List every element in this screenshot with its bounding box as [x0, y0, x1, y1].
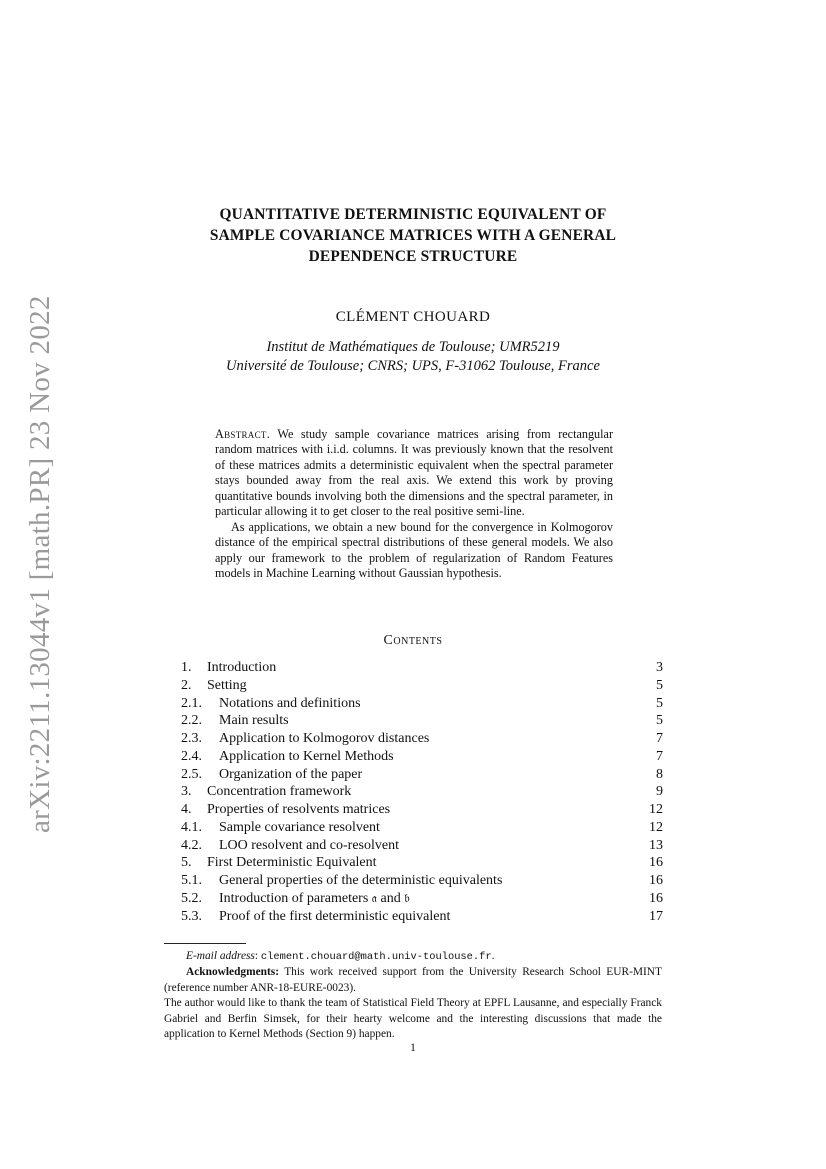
email-address[interactable]: clement.chouard@math.univ-toulouse.fr [260, 951, 492, 963]
toc-entry-label [181, 783, 351, 801]
math-symbol-a: 𝔞 [371, 890, 378, 905]
toc-entry[interactable] [181, 837, 663, 855]
toc-entry-page: 9 [656, 784, 663, 800]
toc-entry-title: LOO resolvent and co-resolvent [219, 837, 399, 853]
email-label: E-mail address [186, 950, 255, 962]
toc-entry-label [181, 854, 377, 872]
toc-entry[interactable] [181, 659, 663, 677]
toc-entry-number: 4.2. [181, 837, 202, 853]
affiliation-line-2: Université de Toulouse; CNRS; UPS, F-31062 Toulouse, France [226, 358, 600, 374]
affiliation-line-1: Institut de Mathématiques de Toulouse; UMR5219 [266, 339, 560, 355]
toc-entry-number: 2.2. [181, 713, 202, 729]
table-of-contents [181, 659, 663, 925]
abstract-heading: Abstract. [215, 427, 271, 441]
toc-entry-title: General properties of the deterministic equivalents [219, 873, 503, 888]
toc-entry-number: 5.1. [181, 873, 202, 888]
acknowledgments-label: Acknowledgments: [186, 966, 280, 979]
toc-entry-label [181, 819, 380, 837]
toc-entry-number: 2.3. [181, 731, 202, 746]
author-name: CLÉMENT CHOUARD [335, 309, 491, 325]
footnote [164, 949, 662, 1042]
toc-entry[interactable] [181, 712, 663, 730]
toc-entry[interactable] [181, 801, 663, 819]
arxiv-identifier-stamp: arXiv:2211.13044v1 [math.PR] 23 Nov 2022 [24, 295, 56, 833]
toc-entry-label [181, 695, 361, 713]
toc-entry-page: 3 [656, 660, 663, 675]
toc-entry[interactable] [181, 766, 663, 784]
toc-entry[interactable] [181, 819, 663, 837]
abstract-paragraph-1 [215, 427, 613, 520]
toc-entry-number: 5. [181, 855, 192, 871]
toc-entry-title: Introduction of parameters [219, 890, 369, 906]
toc-entry-number: 2. [181, 677, 192, 693]
toc-entry-label [181, 766, 362, 784]
toc-entry-number: 3. [181, 784, 192, 800]
toc-entry-title: Setting [207, 677, 247, 693]
toc-entry-page: 12 [649, 802, 663, 817]
toc-entry-page: 5 [656, 677, 663, 693]
toc-entry-page: 12 [649, 819, 663, 835]
footnote-thanks: The author would like to thank the team of Statistical Field Theory at EPFL Lausanne, and especially Franck Gabriel and Berfin Simsek, for their hearty welcome and the interesting discussions that made the application to Kernel Methods (Section 9) happen. [164, 997, 662, 1041]
toc-entry-page: 7 [656, 748, 663, 764]
toc-entry-label [181, 712, 289, 730]
toc-entry-title: Sample covariance resolvent [219, 819, 380, 835]
toc-entry-number: 1. [181, 660, 192, 675]
toc-entry[interactable] [181, 890, 663, 908]
toc-entry-title: Organization of the paper [219, 766, 363, 782]
toc-entry-number: 5.3. [181, 908, 202, 924]
toc-entry-label [181, 748, 394, 766]
footnote-rule [164, 943, 246, 944]
page-number: 1 [410, 1042, 416, 1054]
abstract [215, 427, 613, 582]
toc-entry-page: 16 [649, 873, 663, 888]
toc-entry-label [181, 908, 450, 926]
toc-entry-title: Application to Kernel Methods [219, 748, 394, 764]
toc-entry-number: 2.1. [181, 695, 202, 711]
toc-entry-page: 16 [649, 855, 663, 871]
toc-entry-label [181, 872, 502, 890]
toc-entry-page: 7 [656, 731, 663, 746]
toc-entry-label [181, 677, 247, 695]
toc-entry[interactable] [181, 783, 663, 801]
toc-entry-page: 17 [649, 908, 663, 924]
toc-entry-page: 8 [656, 766, 663, 782]
toc-entry-number: 4. [181, 802, 192, 817]
contents-heading: Contents [383, 633, 443, 648]
toc-entry-label [181, 730, 429, 748]
toc-entry-number: 2.4. [181, 748, 202, 764]
footnote-email-line: E-mail address: clement.chouard@math.univ-toulouse.fr. [186, 950, 495, 963]
toc-entry-title: Proof of the first deterministic equivalent [219, 908, 451, 924]
math-symbol-b: 𝔟 [404, 890, 410, 905]
toc-entry-title: First Deterministic Equivalent [207, 855, 377, 871]
footnote-acknowledgments [164, 965, 662, 996]
abstract-text-1: We study sample covariance matrices arising from rectangular random matrices with i.i.d. columns. It was previously known that the resolvent of these matrices admits a deterministic equivalent when the spectral parameter stays bounded away from the real axis. We extend this work by proving quantitative bounds involving both the dimensions and the spectral parameter, in particular allowing it to get closer to the real positive semi-line. [215, 427, 614, 519]
abstract-paragraph-2: As applications, we obtain a new bound for the convergence in Kolmogorov distance of the empirical spectral distributions of these general models. We also apply our framework to the problem of regularization of Random Features models in Machine Learning without Gaussian hypothesis. [215, 519, 613, 581]
toc-entry[interactable] [181, 748, 663, 766]
acknowledgments-text: This work received support from the University Research School EUR-MINT (reference number ANR-18-EURE-0023). [164, 966, 662, 994]
toc-entry-title: Notations and definitions [219, 695, 361, 711]
toc-entry-label [181, 801, 390, 819]
title-line-2: SAMPLE COVARIANCE MATRICES WITH A GENERAL [209, 227, 617, 244]
toc-entry-label [181, 890, 410, 908]
affiliation [0, 338, 826, 376]
toc-entry-title: Concentration framework [207, 784, 352, 800]
toc-entry[interactable] [181, 872, 663, 890]
toc-entry-conjunction: and [380, 890, 401, 906]
toc-entry-page: 5 [656, 695, 663, 711]
toc-entry-number: 2.5. [181, 766, 202, 782]
title-line-3: DEPENDENCE STRUCTURE [308, 248, 518, 265]
toc-entry-number: 4.1. [181, 819, 202, 835]
toc-entry-label [181, 659, 276, 677]
title-line-1: QUANTITATIVE DETERMINISTIC EQUIVALENT OF [219, 206, 607, 223]
toc-entry-label [181, 837, 399, 855]
toc-entry-title: Application to Kolmogorov distances [219, 731, 430, 746]
paper-title [150, 204, 676, 267]
toc-entry-number: 5.2. [181, 890, 202, 906]
toc-entry-page: 13 [649, 837, 663, 853]
toc-entry[interactable] [181, 730, 663, 748]
toc-entry-title: Main results [219, 713, 289, 729]
toc-entry[interactable] [181, 677, 663, 695]
toc-entry-title: Introduction [207, 660, 277, 675]
toc-entry[interactable] [181, 908, 663, 926]
toc-entry-page: 16 [649, 890, 663, 906]
toc-entry-page: 5 [656, 713, 663, 729]
toc-entry[interactable] [181, 695, 663, 713]
toc-entry[interactable] [181, 854, 663, 872]
toc-entry-title: Properties of resolvents matrices [207, 802, 391, 817]
